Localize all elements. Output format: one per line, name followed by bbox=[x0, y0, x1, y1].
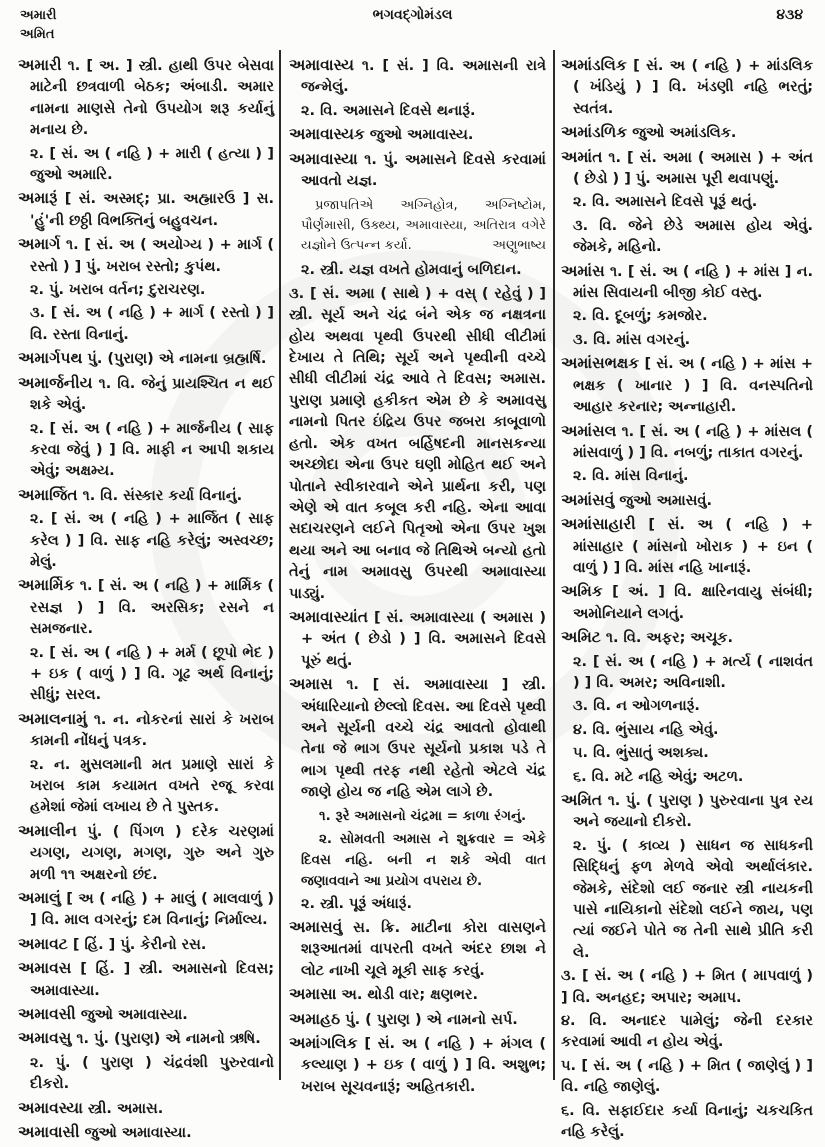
headword: અમારૂં bbox=[18, 189, 58, 208]
definition: [ સં. અ ( નહિ ) + મંગલ ( કલ્યાણ ) + ઇક ( વાળું ) ] વિ. અશુભ; ખરાબ સૂચવનારૂં; અહિતકારી. bbox=[301, 1036, 546, 1095]
dictionary-entry bbox=[18, 575, 274, 640]
sense: ૩. વિ. ન ઓગળનારૂં. bbox=[573, 698, 700, 715]
sense: ૨. વિ. માંસ વિનાનું. bbox=[573, 468, 689, 485]
definition: અ. થોડી વાર; ક્ષણભર. bbox=[341, 987, 478, 1004]
dictionary-entry bbox=[561, 514, 813, 579]
sense: ૨. [ સં. અ ( નહિ ) + મર્મ ( છૂપો ભેદ ) + ઇક ( વાળું ) ] વિ. ગૂઢ અર્થ વિનાનું; સીધું; સરલ. bbox=[30, 644, 274, 704]
dictionary-entry bbox=[18, 934, 274, 956]
definition: ૧. [ સં. અ ( નહિ ) + માંસલ ( માંસવાળું ) ] વિ. નબળું; તાકાત વગરનું. bbox=[573, 423, 813, 461]
sense: ૬. વિ. મટે નહિ એવું; અટળ. bbox=[573, 768, 744, 785]
definition: [ સં. અ ( નહિ ) + માંસ + ભક્ષક ( ખાનાર ) ] વિ. વનસ્પતિનો આહાર કરનાર; અન્નાહારી. bbox=[573, 356, 813, 416]
definition: જુઓ અમાવાસ્ય. bbox=[369, 127, 474, 144]
dictionary-entry bbox=[561, 581, 813, 625]
dictionary-entry bbox=[289, 917, 546, 982]
definition: જુઓ અમાવાસ્યા. bbox=[80, 1007, 188, 1024]
dictionary-entry bbox=[18, 958, 274, 1002]
headword: અમાંસવું bbox=[561, 490, 615, 509]
headword: અમાવસ્યા bbox=[18, 1098, 83, 1117]
dictionary-entry bbox=[289, 984, 546, 1006]
definition: ૧. [ સં. અમા ( અમાસ ) + અંત ( છેડો ) ] પું. અમાસ પૂરી થવાપણું. bbox=[573, 149, 813, 188]
definition: [ હિં. ] પું. કેરીનો રસ. bbox=[72, 936, 207, 953]
headword: અમાવટ bbox=[18, 934, 68, 953]
column-divider bbox=[279, 50, 281, 1080]
dictionary-entry bbox=[18, 55, 274, 142]
sense: ૨. પું. ખરાબ વર્તન; દુરાચરણ. bbox=[30, 282, 206, 299]
dictionary-entry bbox=[18, 234, 274, 278]
definition: [ અ ( નહિ ) + માલું ( માલવાળું ) ] વિ. માલ વગરનું; દમ વિનાનું; નિર્માલ્ય. bbox=[30, 891, 274, 929]
quote-text: પ્રજાપતિએ અગ્નિહોત્ર, અગ્નિષ્ટોમ, પૌર્ણમાસી, ઉક્થ્ય, અમાવાસ્યા, અતિરાત્ર વગેરે યજ્ઞોને ઉત્પન્ન કર્યા. bbox=[301, 198, 546, 254]
headword: અમાવાસ્યાંત bbox=[289, 607, 368, 626]
definition: [ સં. અસ્મદ્; પ્રા. અહ્મારઉ ] સ. 'હું'ની છઠ્ઠી વિભક્તિનું બહુવચન. bbox=[30, 191, 274, 229]
dictionary-entry bbox=[561, 261, 813, 305]
dictionary-entry bbox=[289, 55, 546, 99]
dictionary-entry bbox=[289, 1009, 546, 1031]
headword: અમાંડળિક bbox=[561, 123, 628, 142]
dictionary-entry bbox=[18, 1028, 274, 1050]
sense: ૪. વિ. અનાદર પામેલું; જેની દરકાર કરવામાં આવી ન હોય એવું. bbox=[561, 1013, 813, 1051]
headword: અમાંસલ bbox=[561, 421, 617, 440]
idiom: ૧. રૂરે અમાસનો ચંદ્રમા = કાળા રંગનું. bbox=[319, 807, 527, 824]
sense: ૨. ન. મુસલમાની મત પ્રમાણે સારાં કે ખરાબ કામ કયામત વખતે રજૂ કરવા હમેશાં જેમાં લખાય છે તે પુસ્તક. bbox=[30, 756, 274, 816]
definition: [ સં. અ ( નહિ ) + માંડલિક ( ખંડિયું ) ] વિ. ખંડણી નહિ ભરતું; સ્વતંત્ર. bbox=[573, 58, 813, 117]
sense: ૨. [ સં. અ ( નહિ ) + માર્જિત ( સાફ કરેલ ) ] વિ. સાફ નહિ કરેલું; અસ્વચ્છ; મેલું. bbox=[30, 511, 274, 570]
sense: ૨. પું. ( પુરાણ ) ચંદ્રવંશી પુરુરવાનો દીકરો. bbox=[30, 1054, 274, 1093]
headword: અમારી bbox=[18, 56, 62, 74]
dictionary-entry bbox=[289, 1033, 546, 1098]
idiom: ૨. સોમવતી અમાસ ને શુક્રવાર = એકે દિવસ નહિ. બની ન શકે એવી વાત જણાવવાને આ પ્રયોગ વપરાય છે. bbox=[301, 830, 546, 889]
definition: ૧. વિ. જેનું પ્રાયશ્ચિત ન થઈ શકે એવું. bbox=[30, 375, 274, 414]
sense: ૨. પું. ( કાવ્ય ) સાધન જ સાધકની સિદ્ધિનું ફળ મેળવે એવો અર્થાલંકાર. જેમકે, સંદેશો લઈ જનાર સ્ત્રી નાયકની પાસે નાયિકાનો સંદેશો લઈને જાય, પણ ત્યાં જઈને પોતે જ તેની સાથે પ્રીતિ કરી લે. bbox=[573, 837, 813, 961]
definition: જુઓ અમાંડલિક. bbox=[632, 125, 737, 142]
sense: ૩. [ સં. અમા ( સાથે ) + વસ્ ( રહેવું ) ] સ્ત્રી. સૂર્ય અને ચંદ્ર બંને એક જ નક્ષત્રના હોય અથવા પૃથ્વી ઉપરથી સીધી લીટીમાં દેખાય તે તિથિ; સૂર્ય અને પૃથ્વીની વચ્ચે સીધી લીટીમાં ચંદ્ર આવે તે દિવસ; અમાસ. પુરાણ પ્રમાણે હકીકત એમ છે કે અમાવસુ નામનો પિતર ઇંદ્રિય ઉપર જબરા કાબૂવાળો હતો. એક વખત બર્હિષદની માનસકન્યા અચ્છોદા એના ઉપર ઘણી મોહિત થઈ અને પોતાને સ્વીકારવાને એને પ્રાર્થના કરી, પણ એણે એ વાત કબૂલ કરી નહિ. એના આવા સદાચરણને લઈને પિતૃઓ એના ઉપર ખુશ થયા અને આ બનાવ જે તિથિએ બન્યો હતો તેનું નામ અમાવસુ ઉપરથી અમાવાસ્યા પાડ્યું. bbox=[289, 285, 546, 602]
dictionary-entry bbox=[561, 790, 813, 834]
headword: અમાવાસ્ય bbox=[289, 56, 354, 74]
sense: ૨. [ સં. અ ( નહિ ) + મર્ત્ય ( નાશવંત ) ] વિ. અમર; અવિનાશી. bbox=[573, 653, 813, 691]
dictionary-entry bbox=[289, 149, 546, 193]
dictionary-entry bbox=[18, 373, 274, 417]
citation-quote bbox=[289, 196, 546, 256]
sense: ૪. વિ. ભુંસાય નહિ એવું. bbox=[573, 721, 719, 738]
sense: ૨. [ સં. અ ( નહિ ) + માર્જનીય ( સાફ કરવા જેવું ) ] વિ. માફી ન આપી શકાય એવું; અક્ષમ્ય. bbox=[30, 420, 274, 480]
sense: ૩. વિ. માંસ વગરનું. bbox=[573, 331, 691, 348]
definition: ૧. પું. અમાસને દિવસે કરવામાં આવતો યજ્ઞ. bbox=[301, 151, 546, 190]
headword: અમાલીન bbox=[18, 821, 77, 840]
sense: ૨. [ સં. અ ( નહિ ) + મારી ( હત્યા ) ] જુઓ અમારિ. bbox=[30, 145, 274, 184]
headword: અમાલનામું bbox=[18, 709, 88, 728]
dictionary-entry bbox=[18, 485, 274, 507]
definition: પું. (પુરાણ) એ નામના બ્રહ્મર્ષિ. bbox=[87, 351, 267, 368]
dictionary-entry bbox=[18, 1004, 274, 1026]
dictionary-entry bbox=[561, 421, 813, 465]
definition: ૧. [ અ. ] સ્ત્રી. હાથી ઉપર બેસવા માટેની છત્રવાળી બેઠક; અંબાડી. અમાર નામના માણસે તેનો ઉપયોગ શરૂ કર્યાનું મનાય છે. bbox=[30, 58, 274, 139]
headword: અમાંસાહારી bbox=[561, 515, 636, 534]
dictionary-entry bbox=[18, 1122, 274, 1144]
column-3 bbox=[561, 55, 813, 1146]
page-number: ૪૩૪ bbox=[776, 7, 803, 23]
headword: અમાવસુ bbox=[18, 1029, 72, 1048]
definition: ૧. ન. નોકરનાં સારાં કે ખરાબ કામની નોંધનું પત્રક. bbox=[30, 711, 274, 750]
definition: જુઓ અમાવાસ્યા. bbox=[84, 1125, 192, 1142]
headword: અમાર્જિત bbox=[18, 485, 78, 504]
dictionary-entry bbox=[18, 348, 274, 370]
headword: અમિત bbox=[561, 791, 603, 809]
headword: અમાવાસ્યા bbox=[289, 149, 358, 168]
dictionary-entry bbox=[289, 124, 546, 146]
headword: અમાર્મિક bbox=[18, 576, 75, 595]
dictionary-entry bbox=[18, 821, 274, 886]
column-divider bbox=[553, 50, 555, 1080]
column-1 bbox=[18, 55, 274, 1147]
last-guide-word: અમિત bbox=[20, 27, 55, 42]
sense: ૨. સ્ત્રી. યજ્ઞ વખતે હોમવાનું બળિદાન. bbox=[301, 262, 522, 279]
definition: [ હિં. ] સ્ત્રી. અમાસનો દિવસ; અમાવાસ્યા. bbox=[30, 961, 274, 999]
sense: ૨. વિ. અમાસને દિવસે થનારૂં. bbox=[301, 102, 476, 119]
page-title: ભગવદ્ગોમંડલ bbox=[372, 7, 453, 23]
dictionary-entry bbox=[289, 674, 546, 803]
headword: અમાંત bbox=[561, 147, 603, 166]
definition: ૧. [ સં. ] વિ. અમાસની રાત્રે જન્મેલું. bbox=[301, 58, 546, 96]
definition: જુઓ અમાસવું. bbox=[619, 492, 712, 509]
headword: અમાંસભક્ષક bbox=[561, 354, 640, 373]
sense: ૨. સ્ત્રી. પૂરૂં અંધારૂં. bbox=[301, 895, 412, 912]
headword: અમિટ bbox=[561, 628, 601, 647]
definition: સ્ત્રી. અમાસ. bbox=[87, 1100, 164, 1117]
definition: ૧. વિ. સંસ્કાર કર્યા વિનાનું. bbox=[82, 487, 243, 504]
headword: અમાવસ bbox=[18, 959, 72, 978]
definition: [ અં. ] વિ. ક્ષારિનવાયુ સંબંધી; અમોનિયાને લગતું. bbox=[573, 584, 813, 622]
first-guide-word: અમારી bbox=[20, 8, 57, 23]
headword: અમાસવું bbox=[289, 918, 343, 936]
definition: ૧. [ સં. અ ( અયોગ્ય ) + માર્ગ ( રસ્તો ) ] પું. ખરાબ રસ્તો; કુપંથ. bbox=[30, 237, 274, 275]
headword: અમાસા bbox=[289, 985, 337, 1004]
sense: ૬. વિ. સફાઈદાર કર્યા વિનાનું; ચકચકિત નહિ કરેલું. bbox=[561, 1102, 813, 1141]
definition: પું. ( પિંગળ ) દરેક ચરણમાં યગણ, યગણ, મગણ, ગુરુ અને ગુરુ મળી ૧૧ અક્ષરનો છંદ. bbox=[30, 823, 274, 883]
dictionary-entry bbox=[561, 353, 813, 418]
definition: ૧. પું. (પુરાણ) એ નામનો ઋષિ. bbox=[76, 1031, 261, 1048]
headword: અમાંડલિક bbox=[561, 56, 627, 74]
headword: અમાર્ગપથ bbox=[18, 349, 83, 368]
headword: અમાંસ bbox=[561, 261, 605, 280]
dictionary-entry bbox=[18, 1098, 274, 1120]
sense: ૩. [ સં. અ ( નહિ ) + માર્ગ ( રસ્તો ) ] વિ. રસ્તા વિનાનું. bbox=[30, 305, 274, 343]
definition: ૧. [ સં. અમાવાસ્યા ] સ્ત્રી. અંધારિયાનો છેલ્લો દિવસ. આ દિવસે પૃથ્વી અને સૂર્યની વચ્ચે ચંદ્ર આવતો હોવાથી તેના જે ભાગ ઉપર સૂર્યનો પ્રકાશ પડે તે ભાગ પૃથ્વી તરફ નથી રહેતો એટલે ચંદ્ર જાણે હોય જ નહિ એમ લાગે છે. bbox=[301, 677, 546, 801]
definition: ૧. [ સં. અ ( નહિ ) + માંસ ] ન. માંસ સિવાયની બીજી કોઈ વસ્તુ. bbox=[573, 263, 813, 302]
dictionary-entry bbox=[561, 490, 813, 512]
sense: ૨. વિ. અમાસને દિવસે પૂરૂં થતું. bbox=[573, 194, 758, 211]
definition: સ. ક્રિ. માટીના કોરા વાસણને શરૂઆતમાં વાપરતી વખતે અંદર છાશ ને લોટ નાખી ચૂલે મૂકી સાફ કરવું. bbox=[301, 920, 546, 979]
column-2 bbox=[289, 55, 546, 1100]
dictionary-entry bbox=[561, 627, 813, 649]
sense: ૫. [ સં. અ ( નહિ ) + મિત ( જાણેલું ) ] વિ. નહિ જાણેલું. bbox=[561, 1057, 813, 1096]
headword: અમાવસી bbox=[18, 1005, 76, 1024]
sense: ૨. વિ. દૂબળું; કમજોર. bbox=[573, 308, 708, 325]
definition: [ સં. અ ( નહિ ) + માંસાહાર ( માંસનો ખોરાક ) + ઇન ( વાળું ) ] વિ. માંસ નહિ ખાનારૂં. bbox=[573, 517, 813, 576]
headword: અમાસ bbox=[289, 675, 333, 694]
headword: અમાર્જનીય bbox=[18, 373, 93, 392]
sense: ૩. [ સં. અ ( નહિ ) + મિત ( માપવાળું ) ] વિ. અનહદ; અપાર; અમાપ. bbox=[561, 968, 813, 1006]
definition: પું. ( પુરાણ ) એ નામનો સર્પ. bbox=[345, 1011, 518, 1028]
quote-source: અણુભાષ્ય bbox=[492, 238, 546, 254]
definition: ૧. પું. ( પુરાણ ) પુરુરવાના પુત્ર રય અને જયાનો દીકરો. bbox=[573, 793, 813, 831]
dictionary-entry bbox=[561, 147, 813, 191]
dictionary-entry bbox=[561, 122, 813, 144]
dictionary-entry bbox=[18, 188, 274, 232]
dictionary-entry bbox=[289, 607, 546, 672]
headword: અમાર્ગ bbox=[18, 235, 61, 254]
headword: અમાલું bbox=[18, 889, 61, 908]
dictionary-entry bbox=[561, 55, 813, 120]
dictionary-entry bbox=[18, 709, 274, 753]
headword: અમાંગલિક bbox=[289, 1034, 358, 1053]
definition: [ સં. અમાવાસ્યા ( અમાસ ) + અંત ( છેડો ) ] વિ. અમાસને દિવસે પૂરું થતું. bbox=[301, 609, 546, 669]
headword: અમિક bbox=[561, 582, 603, 601]
sense: ૩. વિ. જેને છેડે અમાસ હોય એવું. જેમકે, મહિનો. bbox=[573, 217, 813, 256]
headword: અમાવાસ્યક bbox=[289, 125, 365, 144]
definition: ૧. વિ. અફર; અચૂક. bbox=[605, 630, 734, 647]
definition: ૧. [ સં. અ ( નહિ ) + માર્મિક ( રસજ્ઞ ) ] વિ. અરસિક; રસને ન સમજનાર. bbox=[30, 578, 274, 638]
headword: અમાવાસી bbox=[18, 1123, 80, 1142]
sense: ૫. વિ. ભુંસાતું અશક્ય. bbox=[573, 745, 709, 762]
dictionary-entry bbox=[18, 888, 274, 932]
headword: અમાહઠ bbox=[289, 1009, 341, 1028]
